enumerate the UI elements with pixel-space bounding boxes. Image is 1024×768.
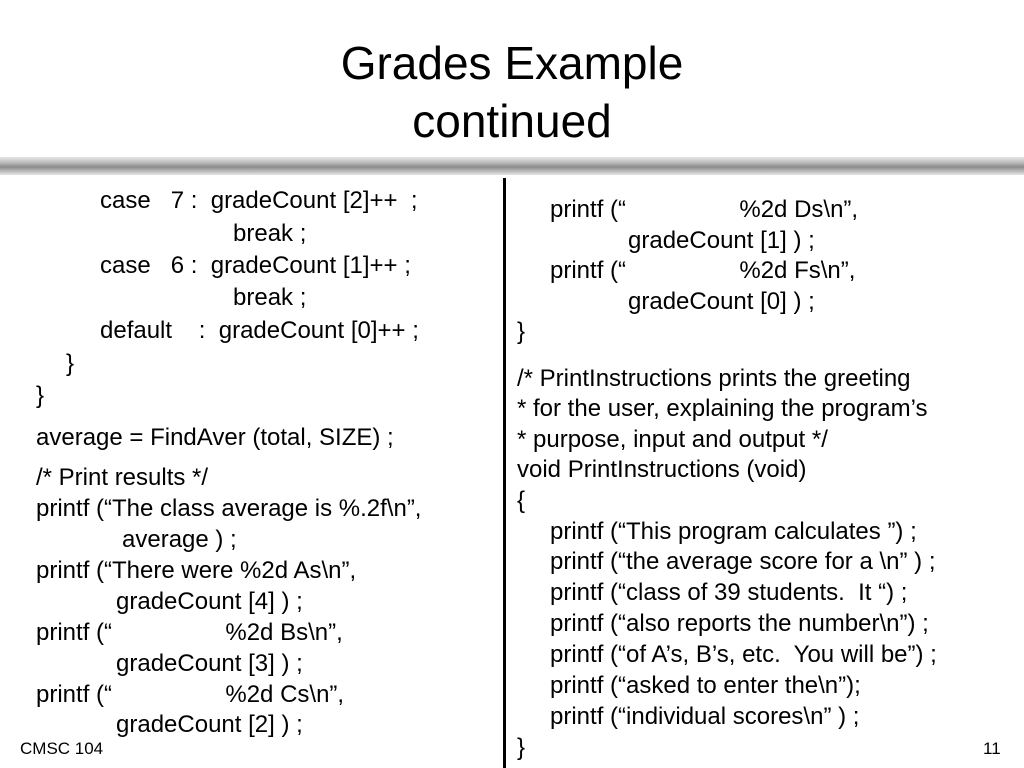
code-line: case 6 : gradeCount [1]++ ; [100,252,411,279]
code-line: printf (“ %2d Bs\n”, [36,619,343,646]
code-line: printf (“There were %2d As\n”, [36,557,357,584]
slide-title-line-2: continued [412,95,612,147]
code-line: default : gradeCount [0]++ ; [100,317,419,344]
title-divider [0,157,1024,175]
code-line: /* Print results */ [36,464,209,491]
code-line: { [517,487,526,514]
code-line: case 7 : gradeCount [2]++ ; [100,187,418,214]
code-line: printf (“individual scores\n” ) ; [550,703,860,730]
code-line: void PrintInstructions (void) [517,456,807,483]
code-line: /* PrintInstructions prints the greeting [517,365,911,392]
code-line: printf (“asked to enter the\n”); [550,672,861,699]
code-line: average ) ; [122,526,237,553]
code-line: printf (“This program calculates ”) ; [550,518,917,545]
code-line: printf (“the average score for a \n” ) ; [550,548,936,575]
code-line: gradeCount [0] ) ; [628,288,815,315]
code-line: } [517,318,526,345]
code-line: * purpose, input and output */ [517,426,828,453]
page-number: 11 [983,739,1001,758]
code-line: printf (“The class average is %.2f\n”, [36,495,422,522]
slide-title-line-1: Grades Example [340,37,684,89]
code-line: gradeCount [1] ) ; [628,227,815,254]
code-line: break ; [233,220,307,247]
code-line: average = FindAver (total, SIZE) ; [36,424,394,451]
code-line: } [66,350,75,377]
code-line: gradeCount [3] ) ; [116,650,303,677]
code-line: printf (“ %2d Ds\n”, [550,196,859,223]
code-line: gradeCount [4] ) ; [116,588,303,615]
footer-course-label: CMSC 104 [20,739,104,758]
code-line: * for the user, explaining the program’s [517,395,928,422]
code-line: printf (“ %2d Cs\n”, [36,681,345,708]
column-divider [503,178,506,768]
code-line: } [36,382,45,409]
code-line: printf (“ %2d Fs\n”, [550,257,856,284]
code-line: printf (“of A’s, B’s, etc. You will be”) ; [550,641,937,668]
code-line: break ; [233,284,307,311]
code-line: } [517,734,526,761]
code-line: gradeCount [2] ) ; [116,711,303,738]
code-line: printf (“class of 39 students. It “) ; [550,579,908,606]
code-line: printf (“also reports the number\n”) ; [550,610,929,637]
